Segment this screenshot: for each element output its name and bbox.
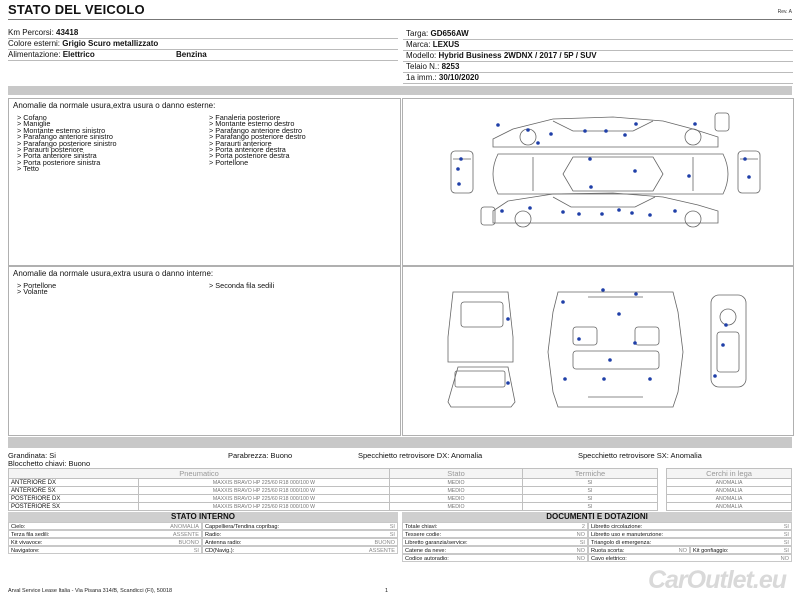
list-item: > Parafango posteriore sinistro xyxy=(17,138,117,148)
tire-model: MAXXIS BRAVO HP 225/60 R18 000/100 W xyxy=(139,495,390,503)
tire-state: MEDIO xyxy=(390,503,523,511)
watermark-logo: CarOutlet.eu xyxy=(647,566,786,594)
document-cell: Kit gonfiaggio: SI xyxy=(690,546,792,554)
info-divider xyxy=(403,83,793,84)
internal-damage-title: Anomalie da normale usura,extra usura o danno interne: xyxy=(13,269,214,278)
document-cell: Codice autoradio: NO xyxy=(402,554,588,562)
footer-address: Arval Service Lease Italia - Via Pisana 314/B, Scandicci (FI), 50018 xyxy=(8,588,173,594)
column-header: Pneumatico xyxy=(9,469,390,479)
model-row: Modello: Hybrid Business 2WDNX / 2017 / 5P / SUV xyxy=(406,51,597,60)
document-cell: Tessere codie: NO xyxy=(402,530,588,538)
interior-cell: Kit vivavoce: BUONO xyxy=(8,538,202,546)
interior-status-title: STATO INTERNO xyxy=(8,512,398,522)
rim-state: ANOMALIA xyxy=(667,487,792,495)
external-diagram-panel xyxy=(402,98,794,266)
tire-winter: SI xyxy=(523,495,658,503)
tire-winter: SI xyxy=(523,479,658,487)
list-item: > Montante esterno sinistro xyxy=(17,125,106,135)
list-item: > Portellone xyxy=(17,281,57,290)
list-item: > Tetto xyxy=(17,164,39,174)
spacer xyxy=(658,495,667,503)
interior-cell: Terza fila sedili: ASSENTE xyxy=(8,530,202,538)
list-item: > Parafango posteriore destro xyxy=(209,132,306,142)
document-cell: Triangolo di emergenza: SI xyxy=(588,538,792,546)
tire-position: POSTERIORE SX xyxy=(9,503,139,511)
car-exterior-diagram xyxy=(403,99,793,265)
list-item: > Porta anteriore destra xyxy=(209,145,286,155)
external-damage-title: Anomalie da normale usura,extra usura o danno esterne: xyxy=(13,101,216,110)
internal-diagram-panel xyxy=(402,266,794,436)
list-item: > Parafango anteriore sinistro xyxy=(17,132,113,142)
list-item: > Montante esterno destro xyxy=(209,119,295,129)
interior-cell: CD(Navig.): ASSENTE xyxy=(202,546,398,554)
internal-damage-list-2 xyxy=(209,283,274,289)
info-divider xyxy=(403,39,793,40)
mirror-dx-status: Specchietto retrovisore DX: Anomalia xyxy=(358,451,483,460)
list-item: > Paraurti anteriore xyxy=(209,138,272,148)
external-damage-list-2 xyxy=(209,115,306,166)
interior-cell: Radio: SI xyxy=(202,530,398,538)
table-row xyxy=(9,495,792,503)
tire-state: MEDIO xyxy=(390,487,523,495)
external-damage-panel xyxy=(8,98,401,266)
interior-cell: Antenna radio: BUONO xyxy=(202,538,398,546)
tires-table xyxy=(8,468,792,511)
tire-position: ANTERIORE DX xyxy=(9,479,139,487)
brand-row: Marca: LEXUS xyxy=(406,40,460,49)
tire-position: ANTERIORE SX xyxy=(9,487,139,495)
revision-label: Rev. A xyxy=(777,9,792,15)
section-separator xyxy=(8,86,792,95)
list-item: > Portellone xyxy=(209,157,249,167)
tire-state: MEDIO xyxy=(390,479,523,487)
rim-state: ANOMALIA xyxy=(667,503,792,511)
document-cell: Libretto uso e manutenzione: SI xyxy=(588,530,792,538)
internal-damage-list-1 xyxy=(17,283,56,296)
document-cell: Ruota scorta: NO xyxy=(588,546,690,554)
list-item: > Porta posteriore destra xyxy=(209,151,290,161)
registration-row: 1a imm.: 30/10/2020 xyxy=(406,73,479,82)
tire-model: MAXXIS BRAVO HP 225/60 R18 000/100 W xyxy=(139,479,390,487)
interior-cell: Cappelliera/Tendina copribag: SI xyxy=(202,522,398,530)
list-item: > Parafango anteriore destro xyxy=(209,125,303,135)
title-underline xyxy=(8,19,792,20)
list-item: > Paraurti posteriore xyxy=(17,145,84,155)
rim-state: ANOMALIA xyxy=(667,479,792,487)
section-separator xyxy=(8,437,792,448)
tire-model: MAXXIS BRAVO HP 225/60 R18 000/100 W xyxy=(139,503,390,511)
table-row xyxy=(9,487,792,495)
chassis-row: Telaio N.: 8253 xyxy=(406,62,460,71)
page-number: 1 xyxy=(385,588,389,594)
mirror-sx-status: Specchietto retrovisore SX: Anomalia xyxy=(578,451,702,460)
rim-state: ANOMALIA xyxy=(667,495,792,503)
tire-model: MAXXIS BRAVO HP 225/60 R18 000/100 W xyxy=(139,487,390,495)
column-header: Termiche xyxy=(523,469,658,479)
key-lock-status: Blocchetto chiavi: Buono xyxy=(8,459,91,468)
spacer xyxy=(658,469,667,479)
page-title: STATO DEL VEICOLO xyxy=(8,2,145,17)
interior-cell: Cielo: ANOMALIA xyxy=(8,522,202,530)
column-header: Cerchi in lega xyxy=(667,469,792,479)
internal-damage-panel xyxy=(8,266,401,436)
spacer xyxy=(658,503,667,511)
info-divider xyxy=(8,60,398,61)
tire-winter: SI xyxy=(523,487,658,495)
windshield-status: Parabrezza: Buono xyxy=(228,451,293,460)
table-row xyxy=(9,479,792,487)
info-divider xyxy=(403,61,793,62)
document-cell: Cavo elettrico: NO xyxy=(588,554,792,562)
hail-status: Grandinata: Si xyxy=(8,451,56,460)
interior-cell: Navigatore: SI xyxy=(8,546,202,554)
document-cell: Libretto garanzia/service: SI xyxy=(402,538,588,546)
list-item: > Porta posteriore sinistra xyxy=(17,157,101,167)
tire-state: MEDIO xyxy=(390,495,523,503)
tire-position: POSTERIORE DX xyxy=(9,495,139,503)
km-row: Km Percorsi: 43418 xyxy=(8,28,79,37)
spacer xyxy=(658,487,667,495)
document-cell: Totale chiavi: 2 xyxy=(402,522,588,530)
list-item: > Volante xyxy=(17,287,48,297)
list-item: > Porta anteriore sinistra xyxy=(17,151,97,161)
fuel-row: Alimentazione: Elettrico xyxy=(8,50,95,59)
table-header-row xyxy=(9,469,792,479)
list-item: > Fanaleria posteriore xyxy=(209,113,281,122)
fuel-extra: Benzina xyxy=(176,50,207,59)
spacer xyxy=(658,479,667,487)
external-damage-list-1 xyxy=(17,115,117,173)
document-cell: Libretto circolazione: SI xyxy=(588,522,792,530)
car-interior-diagram xyxy=(403,267,793,435)
list-item: > Cofano xyxy=(17,113,47,122)
documents-title: DOCUMENTI E DOTAZIONI xyxy=(402,512,792,522)
list-item: > Maniglie xyxy=(17,119,51,129)
tire-winter: SI xyxy=(523,503,658,511)
column-header: Stato xyxy=(390,469,523,479)
color-row: Colore esterni: Grigio Scuro metallizzato xyxy=(8,39,159,48)
list-item: > Seconda fila sedili xyxy=(209,281,275,290)
table-row xyxy=(9,503,792,511)
document-cell: Catene da neve: NO xyxy=(402,546,588,554)
plate-row: Targa: GD656AW xyxy=(406,29,469,38)
